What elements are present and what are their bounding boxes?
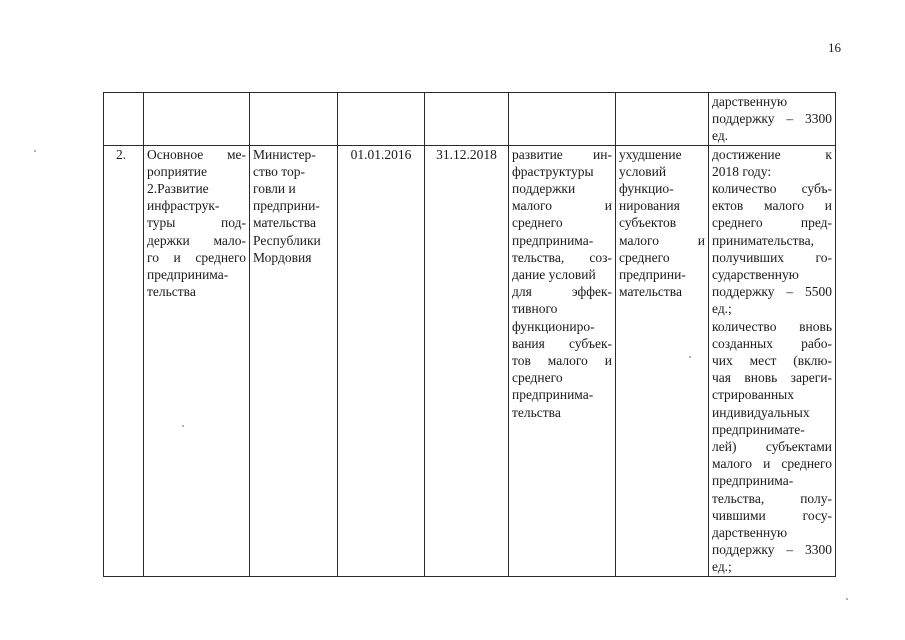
- text-line: ство тор-: [253, 163, 306, 179]
- cell-end-date: [425, 145, 509, 576]
- text-line: мательства: [253, 215, 316, 231]
- text-line: Министер-: [253, 146, 316, 162]
- end-date: 31.12.2018: [436, 146, 497, 162]
- text-line: дание условий: [512, 267, 596, 283]
- text-line: среднего: [512, 215, 563, 231]
- text-line: ухудшение: [619, 146, 682, 162]
- text-line: фраструктуры: [512, 163, 594, 179]
- text-line: дарственную: [712, 525, 788, 541]
- text-line: мательства: [619, 284, 682, 300]
- text-line: среднего пред-: [712, 215, 832, 231]
- text-line: чая вновь зареги-: [712, 370, 832, 386]
- text-line: поддержку – 5500: [712, 284, 832, 300]
- cell-num: [104, 145, 144, 576]
- text-line: количество вновь: [712, 318, 832, 334]
- text-line: созданных рабо-: [712, 335, 832, 351]
- cell-result: [509, 93, 616, 146]
- text-line: лей) субъектами: [712, 439, 832, 455]
- text-line: предпринима-: [512, 232, 594, 248]
- cell-executor: [250, 145, 338, 576]
- text-line: 2018 году:: [712, 163, 772, 179]
- text-line: поддержку – 3300: [712, 111, 832, 127]
- text-line: инфраструк-: [147, 198, 220, 214]
- cell-achievement: [709, 145, 836, 576]
- text-line: развитие ин-: [512, 146, 612, 162]
- text-line: стрированных: [712, 387, 794, 403]
- cell-name: [144, 93, 250, 146]
- text-line: количество субъ-: [712, 181, 832, 197]
- text-line: поддержку – 3300: [712, 542, 832, 558]
- text-line: туры под-: [147, 215, 246, 231]
- text-line: Республики: [253, 232, 321, 248]
- text-line: малого и: [512, 198, 612, 214]
- text-line: поддержки: [512, 181, 576, 197]
- page-number: 16: [828, 40, 841, 55]
- text-line: функцио-: [619, 181, 674, 197]
- text-line: тельства: [147, 284, 196, 300]
- text-line: Основное ме-: [147, 146, 246, 162]
- text-line: предпринима-: [147, 267, 229, 283]
- text-line: получивших го-: [712, 249, 832, 265]
- text-line: чих мест (вклю-: [712, 353, 832, 369]
- text-line: тельства, соз-: [512, 249, 612, 265]
- text-line: ед.: [712, 128, 729, 144]
- text-line: Мордовия: [253, 249, 312, 265]
- cell-executor: [250, 93, 338, 146]
- start-date: 01.01.2016: [350, 146, 412, 162]
- text-line: предприни-: [253, 198, 320, 214]
- text-line: среднего: [512, 370, 563, 386]
- text-line: ед.;: [712, 301, 732, 317]
- text-line: 2.Развитие: [147, 181, 209, 197]
- cell-start-date: [338, 93, 425, 146]
- cell-start-date: [338, 145, 425, 576]
- text-line: индивидуальных: [712, 404, 810, 420]
- measures-table: [103, 92, 836, 577]
- text-line: предпринима-: [512, 387, 594, 403]
- cell-end-date: [425, 93, 509, 146]
- table-row-continuation: [104, 93, 836, 146]
- scan-speck: [34, 150, 36, 152]
- text-line: роприятие: [147, 163, 208, 179]
- text-line: среднего: [619, 249, 670, 265]
- text-line: тивного: [512, 301, 558, 317]
- cell-num: [104, 93, 144, 146]
- row-number: 2.: [116, 146, 127, 162]
- text-line: условий: [619, 163, 667, 179]
- text-line: вания субъек-: [512, 335, 612, 351]
- text-line: предпринима-: [712, 473, 794, 489]
- text-line: предпринимате-: [712, 421, 805, 437]
- text-line: держки мало-: [147, 232, 246, 248]
- scan-speck: [689, 356, 691, 358]
- text-line: достижение к: [712, 146, 832, 162]
- text-line: принимательства,: [712, 232, 814, 248]
- text-line: сударственную: [712, 267, 799, 283]
- text-line: субъектов: [619, 215, 677, 231]
- cell-consequence: [616, 145, 709, 576]
- cell-consequence: [616, 93, 709, 146]
- cell-result: [509, 145, 616, 576]
- text-line: говли и: [253, 181, 296, 197]
- text-line: ед.;: [712, 559, 732, 575]
- scan-speck: [182, 425, 184, 427]
- text-line: тельства, полу-: [712, 490, 832, 506]
- text-line: тов малого и: [512, 353, 612, 369]
- text-line: нирования: [619, 198, 680, 214]
- scan-speck: [846, 598, 848, 600]
- text-line: ектов малого и: [712, 198, 832, 214]
- text-line: функциониро-: [512, 318, 595, 334]
- text-line: малого и: [619, 232, 705, 248]
- cell-achievement: [709, 93, 836, 146]
- cell-name: [144, 145, 250, 576]
- text-line: для эффек-: [512, 284, 612, 300]
- text-line: го и среднего: [147, 249, 246, 265]
- text-line: предприни-: [619, 267, 686, 283]
- text-line: малого и среднего: [712, 456, 832, 472]
- text-line: тельства: [512, 404, 561, 420]
- table-row: [104, 145, 836, 576]
- text-line: чившими госу-: [712, 507, 832, 523]
- text-line: дарственную: [712, 94, 788, 109]
